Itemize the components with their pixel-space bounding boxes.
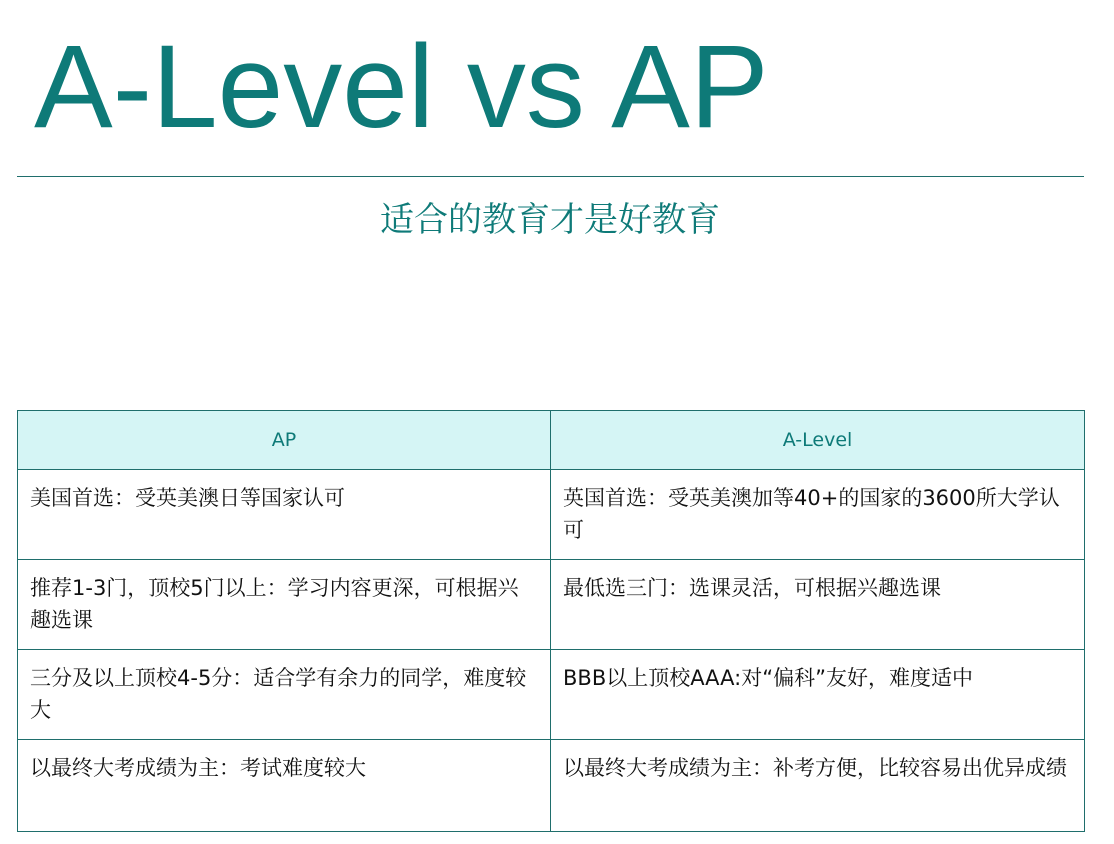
table-cell-ap: 美国首选：受英美澳日等国家认可 bbox=[18, 470, 551, 560]
table-row bbox=[18, 740, 1085, 832]
table-header-row bbox=[18, 411, 1085, 470]
table-row bbox=[18, 470, 1085, 560]
page-subtitle: 适合的教育才是好教育 bbox=[380, 200, 720, 240]
table-cell-a-level: 英国首选：受英美澳加等40+的国家的3600所大学认可 bbox=[551, 470, 1085, 560]
table-cell-ap: 以最终大考成绩为主：考试难度较大 bbox=[18, 740, 551, 832]
table-cell-a-level: 以最终大考成绩为主：补考方便，比较容易出优异成绩 bbox=[551, 740, 1085, 832]
column-header-ap: AP bbox=[18, 411, 551, 470]
title-divider bbox=[17, 176, 1084, 177]
column-header-a-level: A-Level bbox=[551, 411, 1085, 470]
table-cell-a-level: 最低选三门：选课灵活，可根据兴趣选课 bbox=[551, 560, 1085, 650]
table-row bbox=[18, 650, 1085, 740]
table-cell-ap: 三分及以上顶校4-5分：适合学有余力的同学，难度较大 bbox=[18, 650, 551, 740]
comparison-table bbox=[17, 410, 1085, 832]
table-cell-a-level: BBB以上顶校AAA:对“偏科”友好，难度适中 bbox=[551, 650, 1085, 740]
table-row bbox=[18, 560, 1085, 650]
table-cell-ap: 推荐1-3门，顶校5门以上：学习内容更深，可根据兴趣选课 bbox=[18, 560, 551, 650]
page-title: A-Level vs AP bbox=[34, 21, 769, 153]
